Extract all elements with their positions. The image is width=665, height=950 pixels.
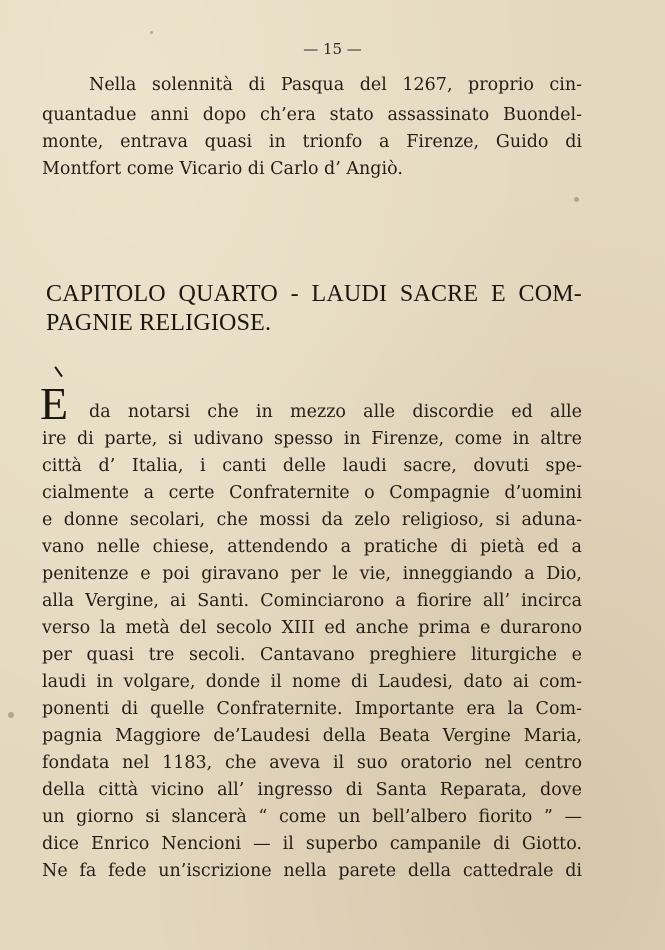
body-line: laudi in volgare, donde il nome di Laudesi, dato ai com- <box>42 672 582 692</box>
paper-speck <box>150 31 153 34</box>
chapter-heading-line: CAPITOLO QUARTO - LAUDI SACRE E COM- <box>46 281 582 307</box>
body-first-line: da notarsi che in mezzo alle discordie ed alle <box>89 402 582 422</box>
body-line: ire di parte, si udivano spesso in Firenze, come in altre <box>42 429 582 449</box>
body-line: della città vicino all’ ingresso di Santa Reparata, dove <box>42 780 582 800</box>
body-line: e donne secolari, che mossi da zelo religioso, si aduna- <box>42 510 582 530</box>
body-line: penitenze e poi giravano per le vie, inneggiando a Dio, <box>42 564 582 584</box>
drop-cap: E <box>40 378 69 429</box>
body-line: Ne fa fede un’iscrizione nella parete della cattedrale di <box>42 861 582 881</box>
paper-speck <box>574 197 579 202</box>
body-line: pagnia Maggiore de’Laudesi della Beata Vergine Maria, <box>42 726 582 746</box>
body-line: ponenti di quelle Confraternite. Importante era la Com- <box>42 699 582 719</box>
intro-line: Nella solennità di Pasqua del 1267, proprio cin- <box>89 75 582 95</box>
body-line: dice Enrico Nencioni — il superbo campanile di Giotto. <box>42 834 582 854</box>
body-line: vano nelle chiese, attendendo a pratiche di pietà ed a <box>42 537 582 557</box>
page-number: — 15 — <box>303 40 362 58</box>
body-line: verso la metà del secolo XIII ed anche prima e durarono <box>42 618 582 638</box>
intro-line: monte, entrava quasi in trionfo a Firenze, Guido di <box>42 132 582 152</box>
body-line: cialmente a certe Confraternite o Compagnie d’uomini <box>42 483 582 503</box>
intro-line: quantadue anni dopo ch’era stato assassinato Buondel- <box>42 105 582 125</box>
body-line: città d’ Italia, i canti delle laudi sacre, dovuti spe- <box>42 456 582 476</box>
body-line: un giorno si slancerà “ come un bell’albero fiorito ” — <box>42 807 582 827</box>
intro-line: Montfort come Vicario di Carlo d’ Angiò. <box>42 159 403 179</box>
chapter-heading-line: PAGNIE RELIGIOSE. <box>46 310 272 336</box>
paper-speck <box>8 712 14 718</box>
body-line: alla Vergine, ai Santi. Cominciarono a fiorire all’ incirca <box>42 591 582 611</box>
body-line: per quasi tre secoli. Cantavano preghiere liturgiche e <box>42 645 582 665</box>
body-line: fondata nel 1183, che aveva il suo oratorio nel centro <box>42 753 582 773</box>
drop-cap-accent <box>54 363 67 377</box>
